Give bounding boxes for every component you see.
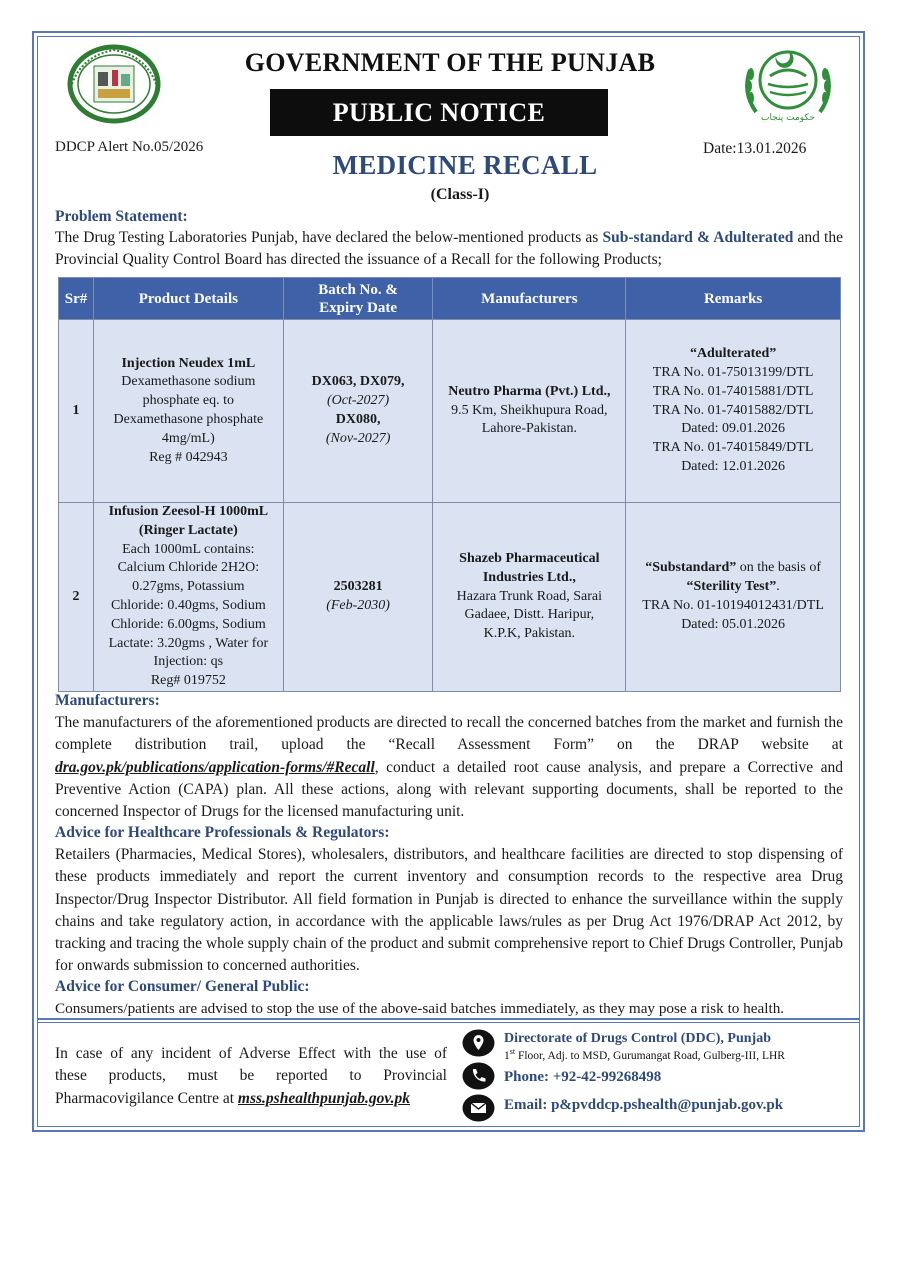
directorate-address: 1st Floor, Adj. to MSD, Gurumangat Road, Gulberg-III, LHR bbox=[504, 1047, 785, 1062]
cell-manufacturer: Shazeb Pharmaceutical Industries Ltd., Hazara Trunk Road, Sarai Gadaee, Distt. Haripur, K.P.K, Pakistan. bbox=[433, 503, 626, 692]
phone-icon bbox=[462, 1062, 495, 1090]
right-logo-text: حکومت پنجاب bbox=[761, 113, 815, 123]
footer-divider bbox=[37, 1018, 860, 1020]
col-header-batch: Batch No. & Expiry Date bbox=[283, 278, 433, 320]
advice-hcp-text: Retailers (Pharmacies, Medical Stores), wholesalers, distributors, and healthcare facilities are directed to stop dispensing of these products immediately and report the current inventory and consumption records to the respective area Drug Inspector/Drug Inspector Distributor. All field formation in Punjab is directed to enhance the surveillance within the supply chains and take regulatory action, in accordance with the applicable laws/rules as per Drug Act 1976/DRAP Act 2012, by tracking and tracing the whole supply chain of the product and submit comprehensive report to Chief Drugs Controller, Punjab for onwards submission to concerned authorities. bbox=[55, 846, 843, 975]
cell-remarks: “Adulterated” TRA No. 01-75013199/DTL TRA No. 01-74015881/DTL TRA No. 01-74015882/DTL Dated: 09.01.2026 TRA No. 01-74015849/DTL Dated: 12.01.2026 bbox=[626, 320, 841, 503]
public-notice-label: PUBLIC NOTICE bbox=[332, 97, 546, 127]
table-row bbox=[59, 503, 841, 692]
table-header-row bbox=[59, 278, 841, 320]
problem-statement-text: The Drug Testing Laboratories Punjab, have declared the below-mentioned products as Sub-standard & Adulterated and the Provincial Quality Control Board has directed the issuance of a Recall for the following Products; bbox=[55, 229, 843, 269]
cell-product: Injection Neudex 1mL Dexamethasone sodium phosphate eq. to Dexamethasone phosphate 4mg/mL) Reg # 042943 bbox=[93, 320, 283, 503]
cell-batch: DX063, DX079, (Oct-2027) DX080, (Nov-2027) bbox=[283, 320, 433, 503]
recall-products-table bbox=[58, 277, 841, 692]
cell-batch: 2503281 (Feb-2030) bbox=[283, 503, 433, 692]
pharmacovigilance-link[interactable]: mss.pshealthpunjab.gov.pk bbox=[237, 1089, 411, 1107]
notice-date: Date:13.01.2026 bbox=[703, 140, 807, 157]
contact-email[interactable]: Email: p&pvddcp.pshealth@punjab.gov.pk bbox=[504, 1097, 784, 1113]
table-row bbox=[59, 320, 841, 503]
recall-title: MEDICINE RECALL bbox=[332, 150, 598, 180]
col-header-product: Product Details bbox=[93, 278, 283, 320]
email-icon bbox=[462, 1094, 495, 1122]
advice-public-text: Consumers/patients are advised to stop the use of the above-said batches immediately, as they may pose a risk to health. bbox=[55, 1000, 785, 1017]
cell-sr: 2 bbox=[59, 503, 94, 692]
adverse-effect-notice: In case of any incident of Adverse Effect with the use of these products, must be reported to Provincial Pharmacovigilance Centre at mss.pshealthpunjab.gov.pk bbox=[55, 1045, 447, 1107]
manufacturers-text: The manufacturers of the aforementioned products are directed to recall the concerned batches from the market and furnish the complete distribution trail, upload the “Recall Assessment Form” on the DRAP website at dra.gov.pk/publications/application-forms/#Recall, conduct a detailed root cause analysis, and prepare a Corrective and Preventive Action (CAPA) plan. All these actions, along with relevant supporting documents, shall be reported to the concerned Inspector of Drugs for the licensed manufacturing unit. bbox=[55, 714, 843, 821]
col-header-sr: Sr# bbox=[59, 278, 94, 320]
directorate-seal-logo bbox=[64, 44, 164, 124]
cell-product: Infusion Zeesol-H 1000mL (Ringer Lactate) Each 1000mL contains: Calcium Chloride 2H2O: 0.27gms, Potassium Chloride: 0.40gms, Sodium Chloride: 6.00gms, Sodium Lactate: 3.20gms , Water for Injection: qs Reg# 019752 bbox=[93, 503, 283, 692]
public-notice-banner bbox=[270, 89, 608, 136]
col-header-manufacturer: Manufacturers bbox=[433, 278, 626, 320]
punjab-government-logo bbox=[736, 42, 840, 126]
cell-remarks: “Substandard” on the basis of “Sterility Test”. TRA No. 01-10194012431/DTL Dated: 05.01.2026 bbox=[626, 503, 841, 692]
problem-statement-heading: Problem Statement: bbox=[55, 208, 188, 225]
contact-phone[interactable]: Phone: +92-42-99268498 bbox=[504, 1069, 662, 1085]
cell-manufacturer: Neutro Pharma (Pvt.) Ltd., 9.5 Km, Sheikhupura Road, Lahore-Pakistan. bbox=[433, 320, 626, 503]
footer-divider-thin bbox=[37, 1022, 860, 1023]
advice-hcp-heading: Advice for Healthcare Professionals & Regulators: bbox=[55, 824, 390, 841]
directorate-name: Directorate of Drugs Control (DDC), Punjab bbox=[504, 1031, 771, 1046]
col-header-remarks: Remarks bbox=[626, 278, 841, 320]
drap-recall-link[interactable]: dra.gov.pk/publications/application-forms/#Recall bbox=[55, 758, 375, 776]
location-pin-icon bbox=[462, 1029, 495, 1057]
sub-standard-highlight: Sub-standard & Adulterated bbox=[602, 229, 794, 246]
cell-sr: 1 bbox=[59, 320, 94, 503]
government-title: GOVERNMENT OF THE PUNJAB bbox=[244, 48, 656, 77]
advice-public-heading: Advice for Consumer/ General Public: bbox=[55, 978, 310, 995]
recall-class: (Class-I) bbox=[430, 186, 490, 203]
alert-number: DDCP Alert No.05/2026 bbox=[55, 139, 204, 155]
manufacturers-heading: Manufacturers: bbox=[55, 692, 160, 709]
